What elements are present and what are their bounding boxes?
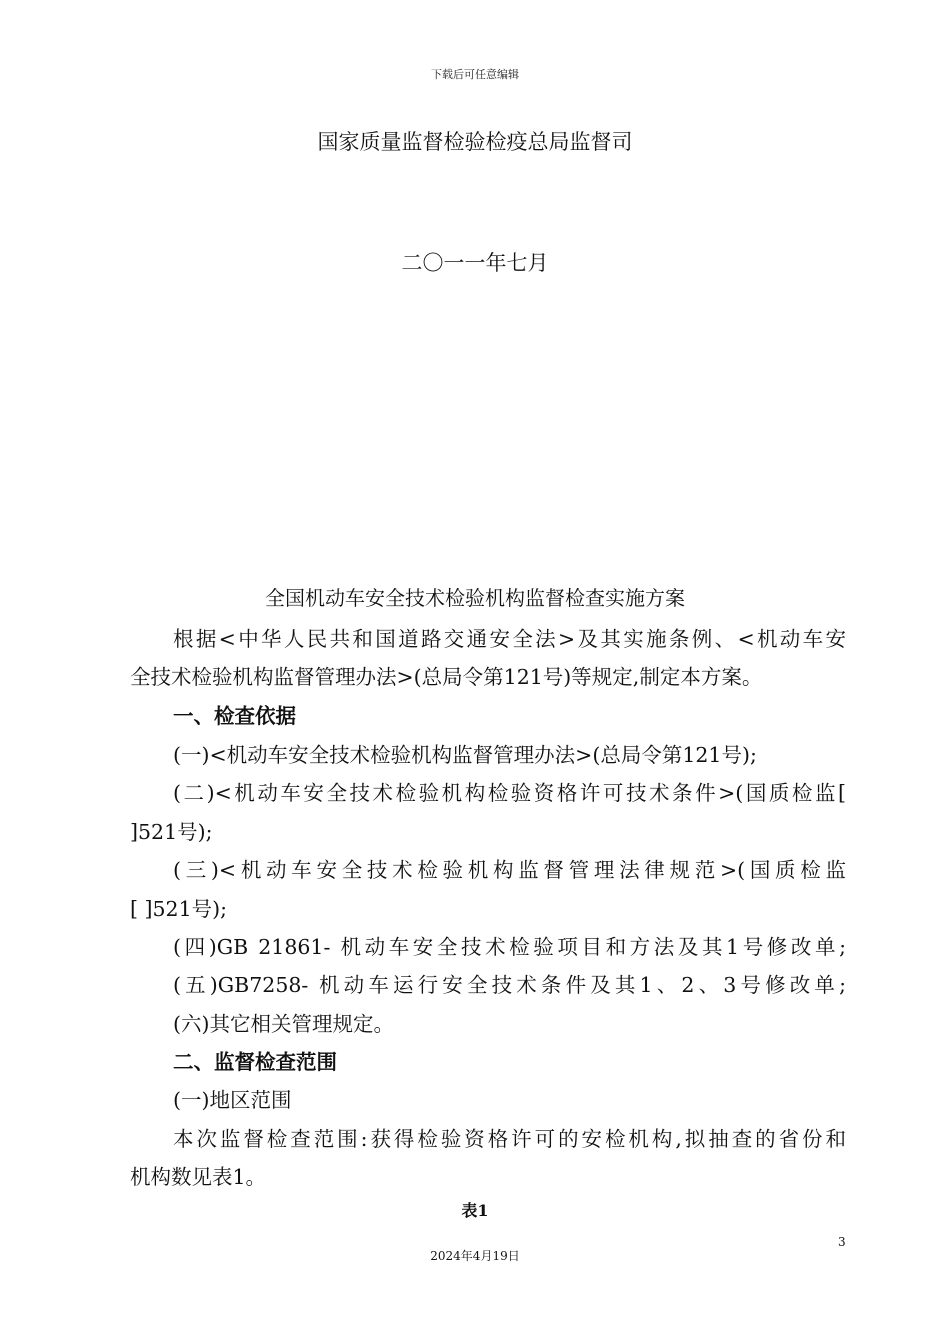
- cover-organization: 国家质量监督检验检疫总局监督司: [317, 130, 633, 154]
- section-1-heading: 一、检查依据: [173, 704, 296, 728]
- basis-item-4: (四)GB 21861- 机动车安全技术检验项目和方法及其1号修改单;: [173, 935, 846, 959]
- basis-item-6: (六)其它相关管理规定。: [173, 1012, 394, 1036]
- cover-date: 二〇一一年七月: [401, 251, 549, 275]
- footer-date: 2024年4月19日: [430, 1249, 520, 1263]
- section-2-heading: 二、监督检查范围: [173, 1050, 337, 1074]
- document-title: 全国机动车安全技术检验机构监督检查实施方案: [265, 586, 685, 610]
- table-caption: 表1: [461, 1201, 489, 1220]
- page-number: 3: [838, 1235, 846, 1249]
- basis-item-3-line-2: [ ]521号);: [130, 897, 228, 921]
- basis-item-2-line-2: ]521号);: [130, 820, 213, 844]
- basis-item-3-line-1: (三)<机动车安全技术检验机构监督管理法律规范>(国质检监: [173, 858, 846, 882]
- basis-item-2-line-1: (二)<机动车安全技术检验机构检验资格许可技术条件>(国质检监[: [173, 781, 846, 805]
- scope-text-line-1: 本次监督检查范围:获得检验资格许可的安检机构,拟抽查的省份和: [173, 1127, 846, 1151]
- header-note: 下载后可任意编辑: [431, 68, 519, 81]
- scope-subheading: (一)地区范围: [173, 1088, 292, 1112]
- intro-line-1: 根据<中华人民共和国道路交通安全法>及其实施条例、<机动车安: [173, 627, 846, 651]
- scope-text-line-2: 机构数见表1。: [130, 1165, 267, 1189]
- intro-line-2: 全技术检验机构监督管理办法>(总局令第121号)等规定,制定本方案。: [130, 665, 763, 689]
- basis-item-5: (五)GB7258- 机动车运行安全技术条件及其1、2、3号修改单;: [173, 973, 846, 997]
- basis-item-1: (一)<机动车安全技术检验机构监督管理办法>(总局令第121号);: [173, 743, 757, 767]
